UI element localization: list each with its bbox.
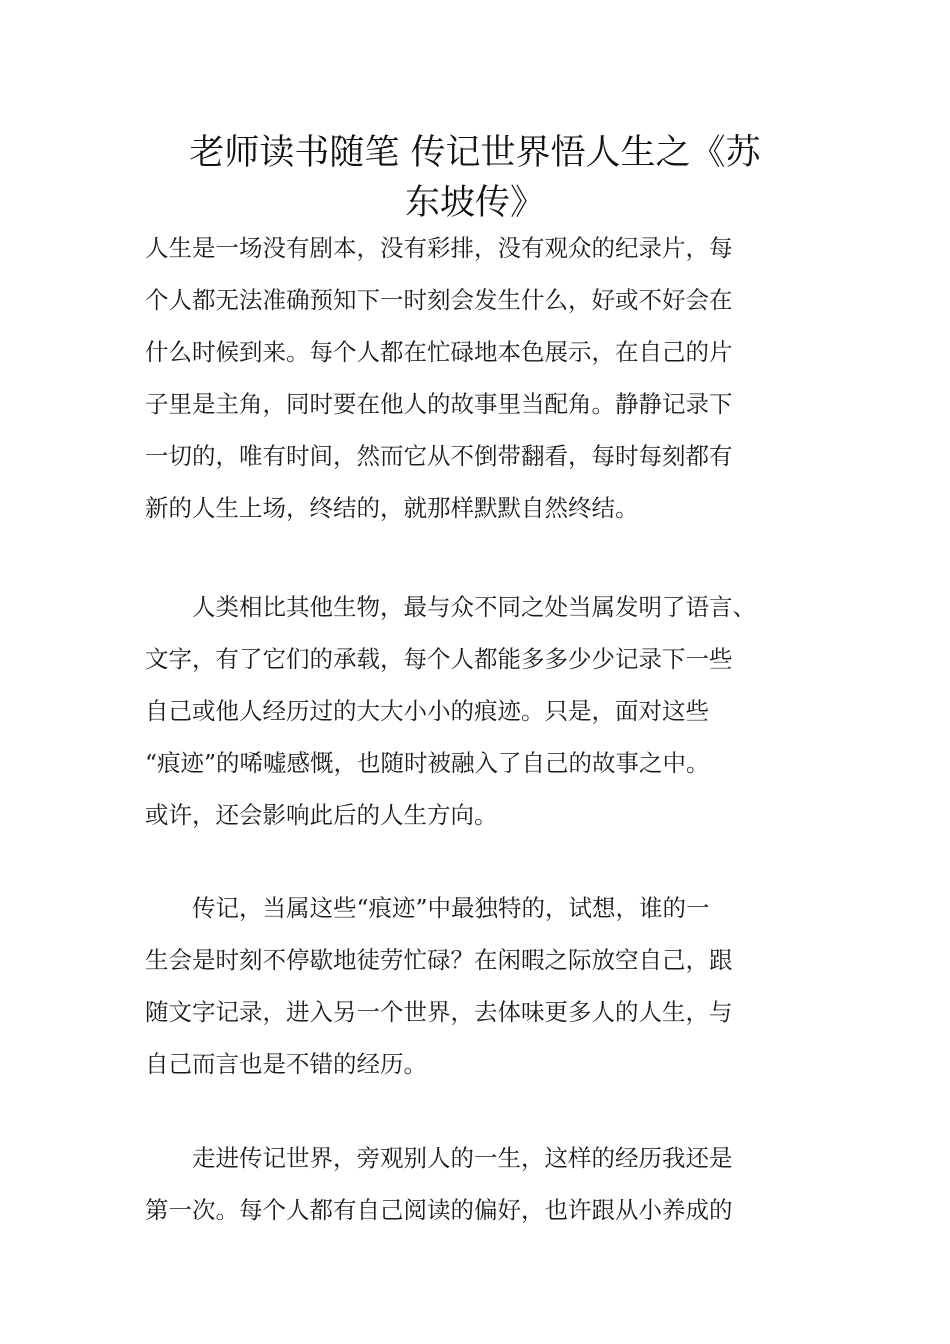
body-line-3: 什么时候到来。每个人都在忙碌地本色展示，在自己的片 bbox=[145, 338, 733, 366]
body-line-14: 随文字记录，进入另一个世界，去体味更多人的人生，与 bbox=[145, 998, 733, 1026]
body-line-6: 新的人生上场，终结的，就那样默默自然终结。 bbox=[145, 494, 639, 522]
body-line-13: 生会是时刻不停歇地徒劳忙碌？在闲暇之际放空自己，跟 bbox=[145, 946, 733, 974]
body-line-12: 传记，当属这些“痕迹”中最独特的，试想，谁的一 bbox=[145, 894, 710, 922]
body-line-15: 自己而言也是不错的经历。 bbox=[145, 1050, 427, 1078]
body-line-8: 文字，有了它们的承载，每个人都能多多少少记录下一些 bbox=[145, 645, 733, 673]
body-line-11: 或许，还会影响此后的人生方向。 bbox=[145, 801, 498, 829]
body-line-1: 人生是一场没有剧本，没有彩排，没有观众的纪录片，每 bbox=[145, 234, 733, 262]
document-title-line-1: 老师读书随笔 传记世界悟人生之《苏 bbox=[189, 133, 761, 173]
body-line-4: 子里是主角，同时要在他人的故事里当配角。静静记录下 bbox=[145, 390, 733, 418]
body-line-5: 一切的，唯有时间，然而它从不倒带翻看，每时每刻都有 bbox=[145, 442, 733, 470]
body-line-10: “痕迹”的唏嘘感慨，也随时被融入了自己的故事之中。 bbox=[145, 749, 710, 777]
body-line-2: 个人都无法准确预知下一时刻会发生什么，好或不好会在 bbox=[145, 286, 733, 314]
document-title-line-2: 东坡传》 bbox=[404, 183, 545, 223]
body-line-7: 人类相比其他生物，最与众不同之处当属发明了语言、 bbox=[145, 593, 756, 621]
body-line-16: 走进传记世界，旁观别人的一生，这样的经历我还是 bbox=[145, 1144, 733, 1172]
body-line-17: 第一次。每个人都有自己阅读的偏好，也许跟从小养成的 bbox=[145, 1196, 733, 1224]
body-line-9: 自己或他人经历过的大大小小的痕迹。只是，面对这些 bbox=[145, 697, 709, 725]
